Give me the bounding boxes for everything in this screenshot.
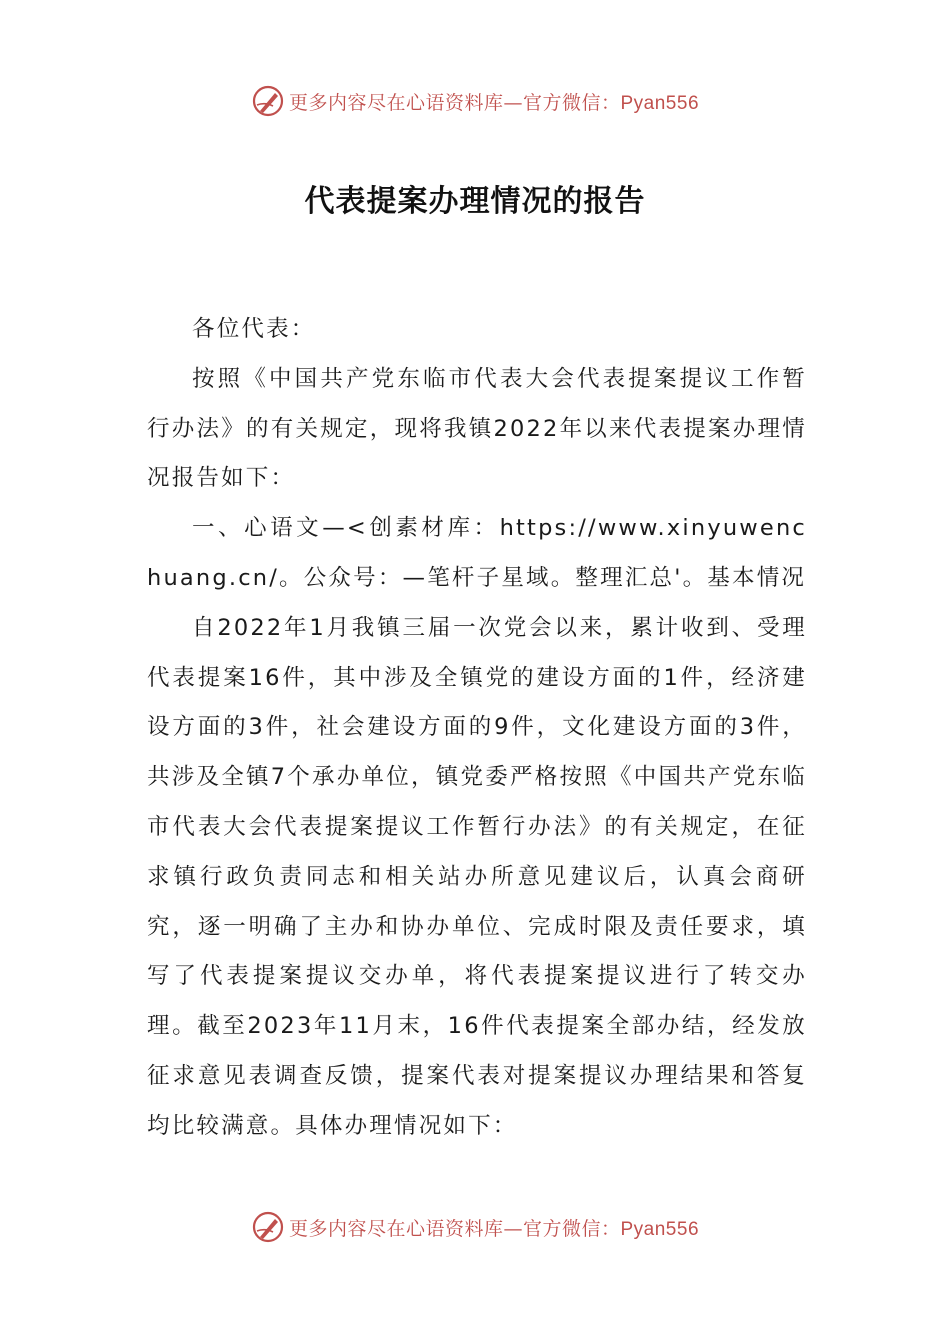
pen-logo-icon (251, 1210, 285, 1244)
document-body (147, 305, 807, 1152)
pen-logo-icon (251, 84, 285, 118)
header-watermark (0, 84, 950, 118)
watermark-text: 更多内容尽在心语资料库—官方微信：Pyan556 (288, 91, 700, 114)
paragraph: 按照《中国共产党东临市代表大会代表提案提议工作暂行办法》的有关规定，现将我镇2022年以来代表提案办理情况报告如下： (147, 365, 807, 492)
salutation: 各位代表： (192, 316, 316, 342)
watermark-text: 更多内容尽在心语资料库—官方微信：Pyan556 (288, 1217, 700, 1240)
footer-watermark (0, 1210, 950, 1244)
paragraph: 一、心语文—<创素材库：https://www.xinyuwenchuang.cn/。公众号：—笔杆子星域。整理汇总'。基本情况 (147, 515, 807, 591)
page-title: 代表提案办理情况的报告 (304, 184, 646, 219)
wechat-id: Pyan556 (620, 1218, 700, 1240)
paragraph: 自2022年1月我镇三届一次党会以来，累计收到、受理代表提案16件，其中涉及全镇党的建设方面的1件，经济建设方面的3件，社会建设方面的9件，文化建设方面的3件，共涉及全镇7个承办单位，镇党委严格按照《中国共产党东临市代表大会代表提案提议工作暂行办法》的有关规定，在征求镇行政负责同志和相关站办所意见建议后，认真会商研究，逐一明确了主办和协办单位、完成时限及责任要求，填写了代表提案提议交办单，将代表提案提议进行了转交办理。截至2023年11月末，16件代表提案全部办结，经发放征求意见表调查反馈，提案代表对提案提议办理结果和答复均比较满意。具体办理情况如下： (147, 614, 807, 1139)
wechat-id: Pyan556 (620, 92, 700, 114)
